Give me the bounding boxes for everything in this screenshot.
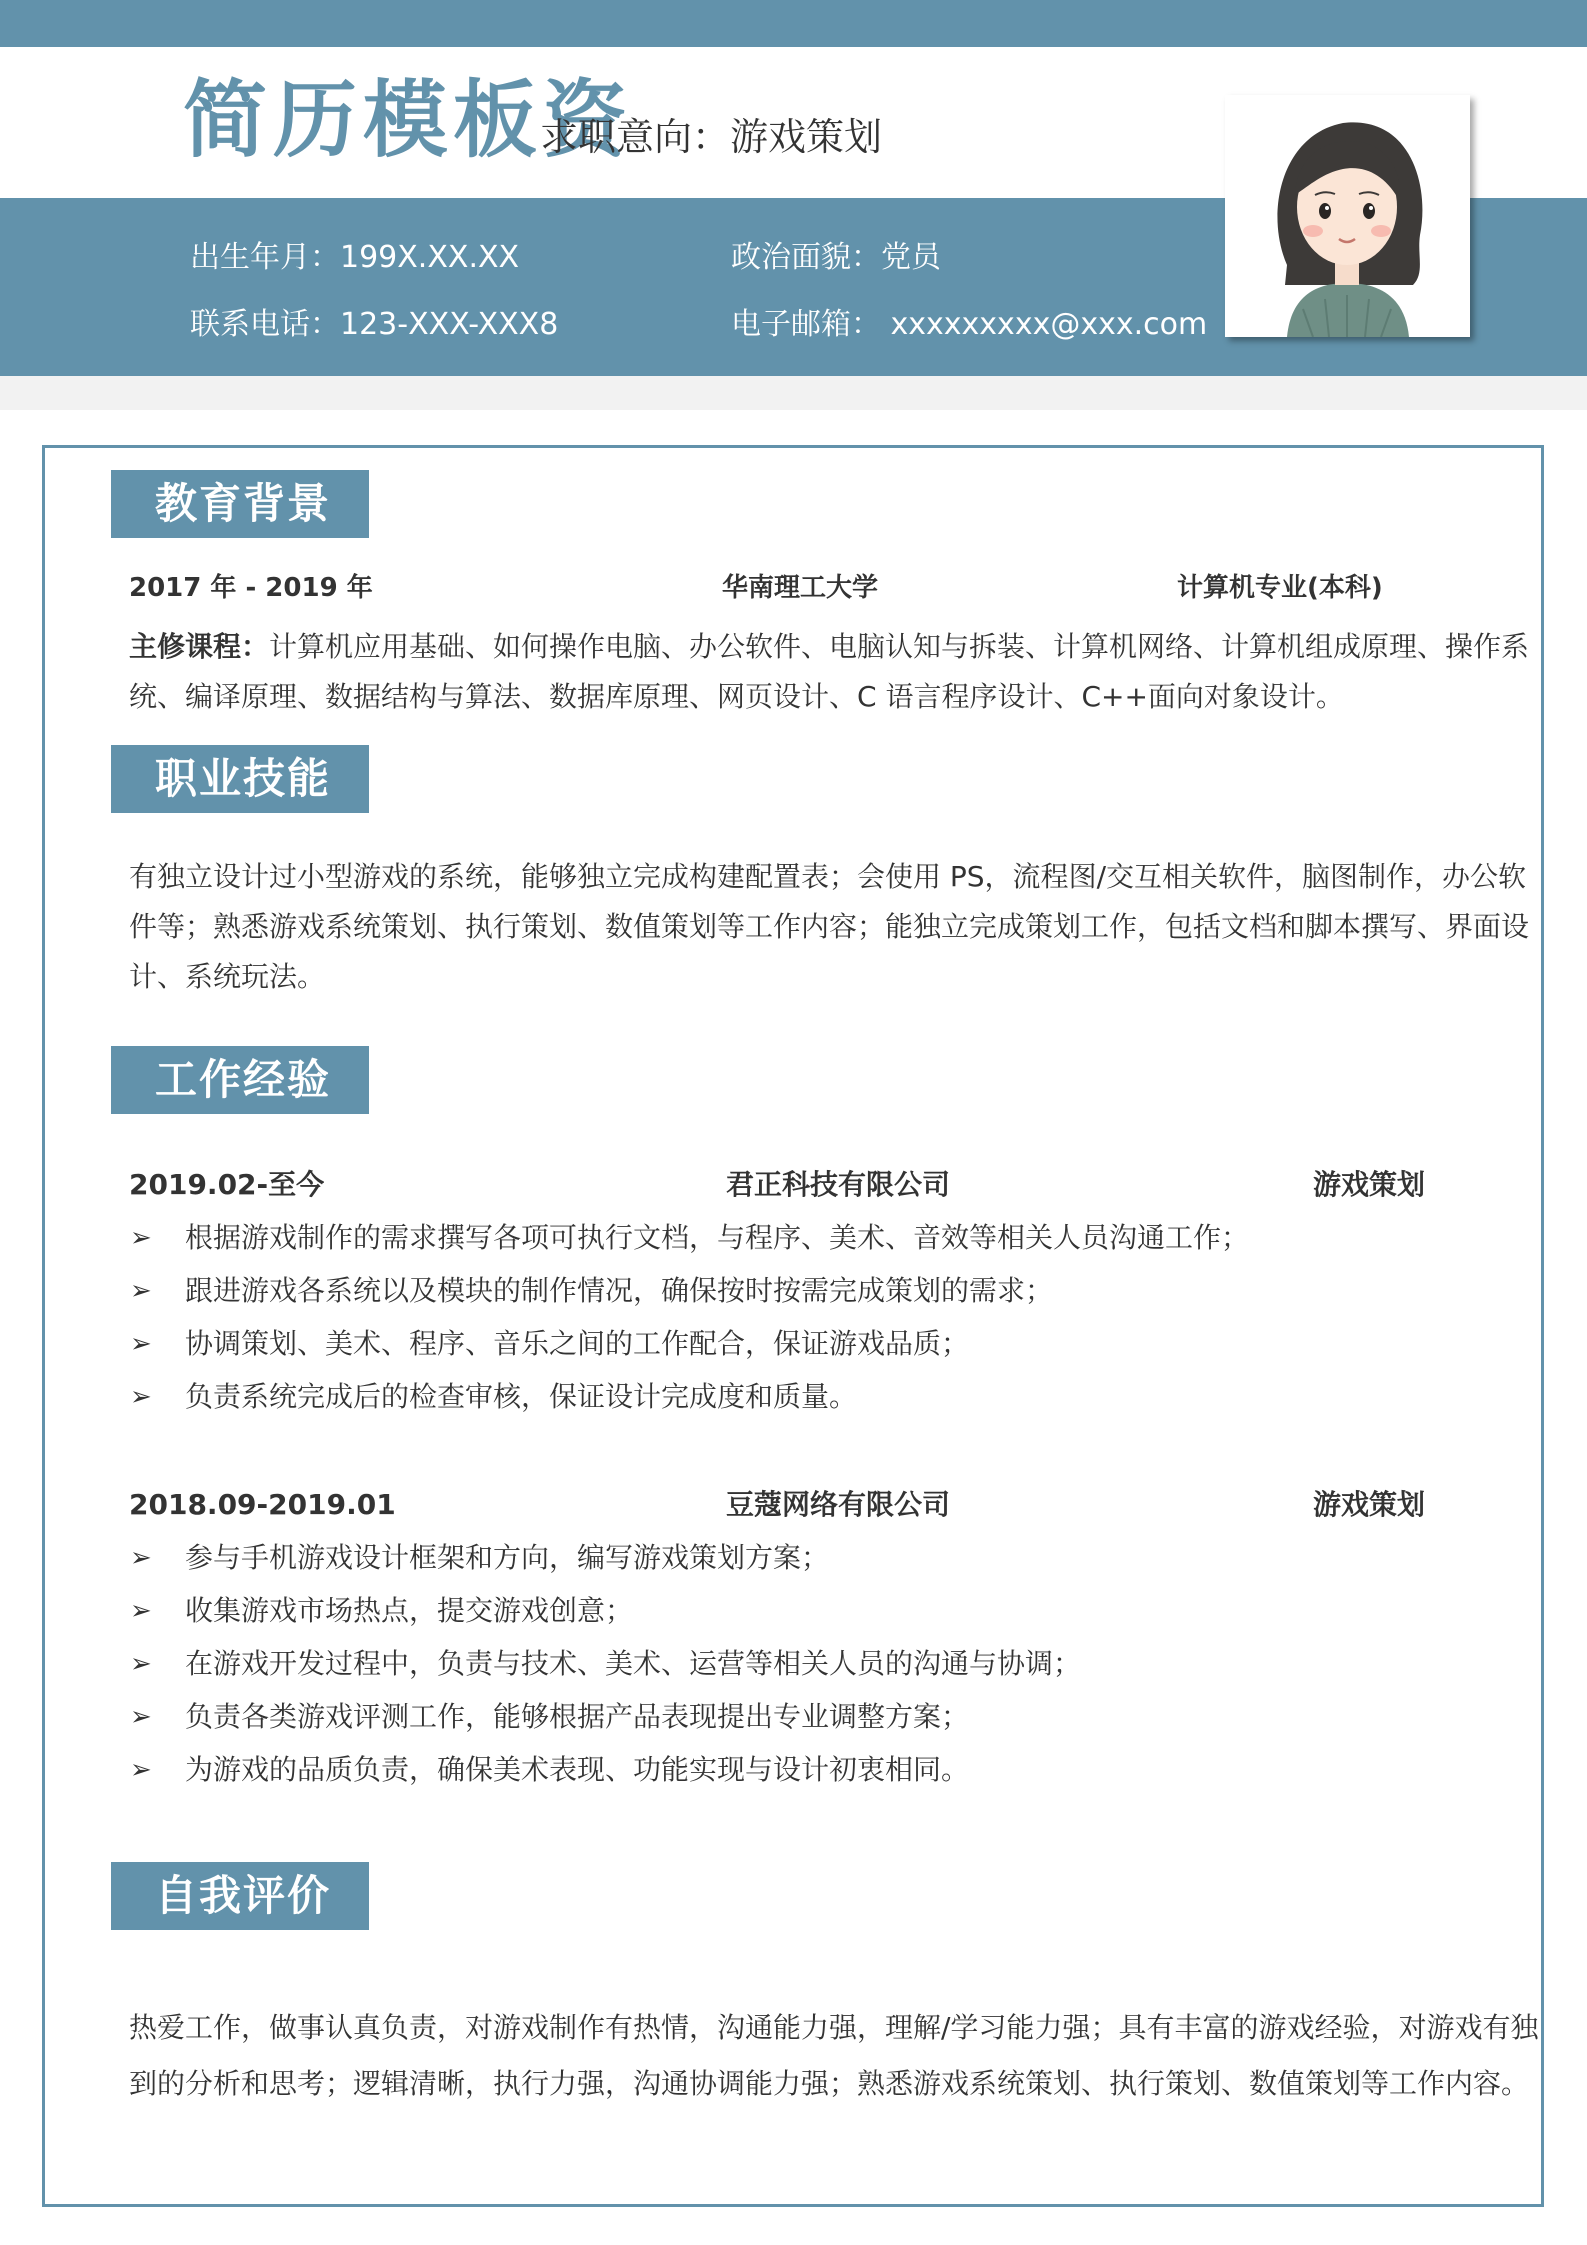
bullet-arrow-icon: ➢ <box>130 1223 152 1253</box>
top-color-strip <box>0 0 1587 47</box>
email-address: 电子邮箱： xxxxxxxxx@xxx.com <box>731 307 1208 342</box>
education-major: 计算机专业(本科) <box>1177 573 1383 603</box>
courses-line-1: 计算机应用基础、如何操作电脑、办公软件、电脑认知与拆装、计算机网络、计算机组成原理、操作系 <box>269 630 1530 663</box>
bullet-arrow-icon: ➢ <box>130 1755 152 1785</box>
job-2-item-3: 在游戏开发过程中，负责与技术、美术、运营等相关人员的沟通与协调； <box>185 1647 1082 1680</box>
job-2-company: 豆蔻网络有限公司 <box>726 1488 951 1521</box>
bullet-arrow-icon: ➢ <box>130 1596 152 1626</box>
self-eval-text <box>129 2000 1539 2112</box>
skills-heading: 职业技能 <box>111 745 369 813</box>
experience-heading: 工作经验 <box>111 1046 369 1114</box>
avatar-illustration <box>1225 95 1470 337</box>
job-2-role: 游戏策划 <box>1313 1488 1426 1521</box>
job-1-item-1: 根据游戏制作的需求撰写各项可执行文档，与程序、美术、音效等相关人员沟通工作； <box>185 1221 1250 1254</box>
job-1-role: 游戏策划 <box>1313 1168 1426 1201</box>
self-eval-heading: 自我评价 <box>111 1862 369 1930</box>
job-1-item-4: 负责系统完成后的检查审核，保证设计完成度和质量。 <box>185 1380 858 1413</box>
self-eval-line-1: 热爱工作，做事认真负责，对游戏制作有热情，沟通能力强，理解/学习能力强；具有丰富的游戏经验，对游戏有独 <box>129 2011 1539 2044</box>
job-1-period: 2019.02-至今 <box>129 1168 325 1201</box>
courses-label: 主修课程： <box>129 630 270 663</box>
education-school: 华南理工大学 <box>722 573 879 603</box>
bullet-arrow-icon: ➢ <box>130 1329 152 1359</box>
skills-line-3: 计、系统玩法。 <box>129 960 326 993</box>
job-2-item-2: 收集游戏市场热点，提交游戏创意； <box>185 1594 634 1627</box>
bullet-arrow-icon: ➢ <box>130 1276 152 1306</box>
job-2-item-1: 参与手机游戏设计框架和方向，编写游戏策划方案； <box>185 1541 830 1574</box>
birth-date: 出生年月：199X.XX.XX <box>190 240 520 275</box>
political-status: 政治面貌：党员 <box>731 240 941 275</box>
resume-title: 简历模板资 <box>183 71 634 169</box>
job-1-item-3: 协调策划、美术、程序、音乐之间的工作配合，保证游戏品质； <box>185 1327 970 1360</box>
job-1-item-2: 跟进游戏各系统以及模块的制作情况，确保按时按需完成策划的需求； <box>185 1274 1054 1307</box>
bullet-arrow-icon: ➢ <box>130 1649 152 1679</box>
job-2-item-4: 负责各类游戏评测工作，能够根据产品表现提出专业调整方案； <box>185 1700 970 1733</box>
bullet-arrow-icon: ➢ <box>130 1543 152 1573</box>
job-1-company: 君正科技有限公司 <box>726 1168 951 1201</box>
bullet-arrow-icon: ➢ <box>130 1382 152 1412</box>
job-2-period: 2018.09-2019.01 <box>129 1488 396 1521</box>
header-divider-strip <box>0 376 1587 410</box>
courses-line-2: 统、编译原理、数据结构与算法、数据库原理、网页设计、C 语言程序设计、C++面向对象设计。 <box>129 680 1344 713</box>
skills-text <box>129 852 1530 1002</box>
profile-photo <box>1225 95 1470 337</box>
bullet-arrow-icon: ➢ <box>130 1702 152 1732</box>
phone-number: 联系电话：123-XXX-XXX8 <box>190 307 559 342</box>
education-heading: 教育背景 <box>111 470 369 538</box>
skills-line-1: 有独立设计过小型游戏的系统，能够独立完成构建配置表；会使用 PS，流程图/交互相关软件，脑图制作，办公软 <box>129 860 1526 893</box>
job-intent: 求职意向：游戏策划 <box>540 115 883 159</box>
skills-line-2: 件等；熟悉游戏系统策划、执行策划、数值策划等工作内容；能独立完成策划工作，包括文档和脚本撰写、界面设 <box>129 910 1530 943</box>
job-2-item-5: 为游戏的品质负责，确保美术表现、功能实现与设计初衷相同。 <box>185 1753 970 1786</box>
self-eval-line-2: 到的分析和思考；逻辑清晰，执行力强，沟通协调能力强；熟悉游戏系统策划、执行策划、数值策划等工作内容。 <box>129 2067 1530 2100</box>
education-courses <box>129 622 1530 722</box>
education-period: 2017 年 - 2019 年 <box>129 573 373 603</box>
